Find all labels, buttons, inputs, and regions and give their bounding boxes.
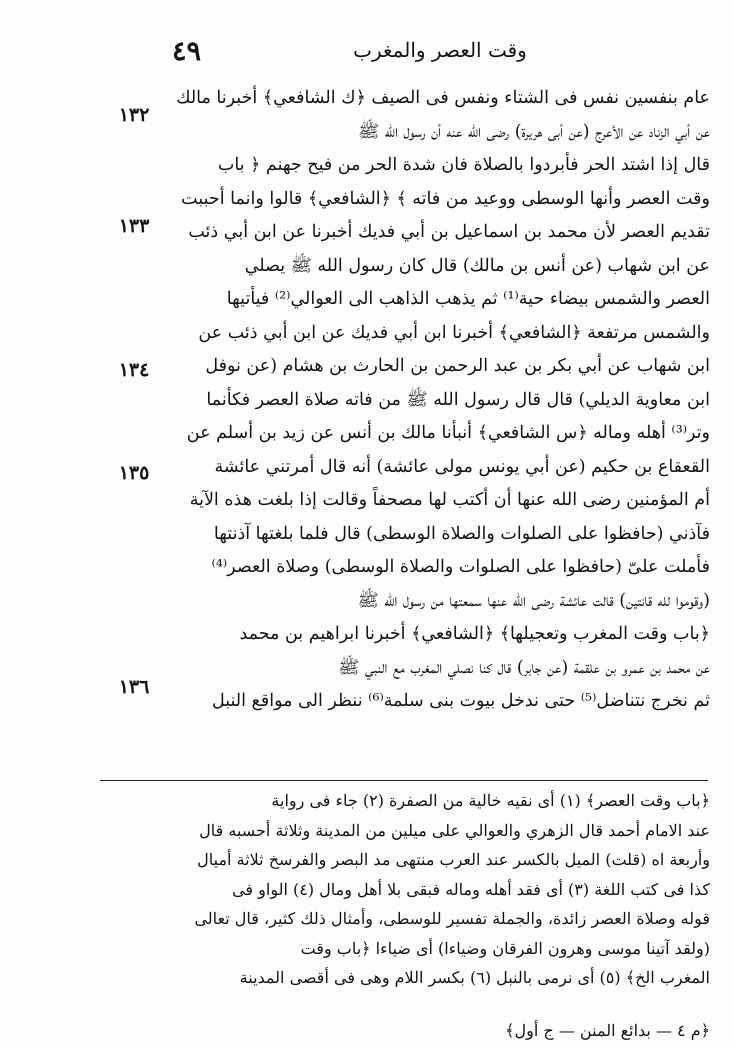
footnotes [128, 786, 710, 993]
text-line: عام بنفسين نفس فى الشتاء ونفس فى الصيف ﴿ك الشافعي﴾ أخبرنا مالك [176, 88, 710, 108]
footnote-divider [100, 780, 708, 781]
text-line: ﴿باب وقت المغرب وتعجيلها﴾ ﴿الشافعي﴾ أخبرنا ابراهيم بن محمد [239, 624, 710, 644]
text-line: عن أبي الزناد عن الأعرج (عن أبى هريرة) رضى الله عنه أن رسول الله ﷺ [358, 121, 710, 142]
text-line: أم المؤمنين رضى الله عنها أن أكتب لها مصحفاً وقالت إذا بلغت هذه الآية [189, 490, 710, 510]
footnote-line: كذا فى كتب اللغة (٣) أى فقد أهله وماله فبقى بلا أهل ومال (٤) الواو فى [232, 879, 710, 899]
printer-signature: ﴿م ٤ — بدائع المنن — ج أول﴾ [505, 1021, 710, 1040]
footnote-line: وأربعة اه (قلت) الميل بالكسر عند العرب منتهى مد البصر والفرسخ ثلاثة أميال [197, 850, 710, 869]
text-line: فآذني (حافظوا على الصلوات والصلاة الوسطى) قال فلما بلغتها آذنتها [213, 523, 710, 544]
hadith-number: ١٣٥ [118, 462, 150, 484]
footnote-line: (ولقد آتينا موسى وهرون الفرقان وضياءا) أى ضياءا ﴿باب وقت [300, 938, 710, 958]
text-line: وتر⁽³⁾ أهله وماله ﴿س الشافعي﴾ أنبأنا مالك بن أنس عن زيد بن أسلم عن [186, 423, 710, 443]
hadith-number: ١٣٢ [118, 104, 150, 126]
footnote-line: قوله وصلاة العصر زائدة، والجملة تفسير للوسطى، وأمثال ذلك كثير، قال تعالى [194, 909, 710, 928]
text-line: العصر والشمس بيضاء حية⁽¹⁾ ثم يذهب الذاهب الى العوالي⁽²⁾ فيأتيها [226, 289, 710, 309]
text-line: عن ابن شهاب (عن أنس بن مالك) قال كان رسول الله ﷺ يصلي [244, 255, 710, 276]
text-line: ابن معاوية الديلي) قال قال رسول الله ﷺ من فاته صلاة العصر فكأنما [206, 389, 710, 410]
footnote-line: ﴿باب وقت العصر﴾ (١) أى نقيه خالية من الصفرة (٢) جاء فى رواية [271, 791, 710, 810]
text-line: عن محمد بن عمرو بن علقمة (عن جابر) قال كنا نصلي المغرب مع النبي ﷺ [338, 657, 710, 678]
text-line: والشمس مرتفعة ﴿الشافعي﴾ أخبرنا ابن أبي فديك عن ابن أبي ذئب عن [198, 322, 710, 343]
text-line: القعقاع بن حكيم (عن أبي يونس مولى عائشة) أنه قال أمرتني عائشة [214, 456, 710, 477]
text-line: (وقوموا لله قانتين) قالت عائشة رضى الله عنها سمعتها من رسول الله ﷺ [357, 590, 710, 611]
footnote-line: عند الامام أحمد قال الزهري والعوالي على ميلين من المدينة وثلاثة أحسبه قال [199, 820, 710, 840]
text-line: فأملت علىّ (حافظوا على الصلوات والصلاة الوسطى) وصلاة العصر⁽⁴⁾ [211, 557, 710, 577]
text-line: ثم نخرج نتناضل⁽⁵⁾ حتى ندخل بيوت بنى سلمة⁽⁶⁾ ننظر الى مواقع النبل [211, 691, 710, 711]
running-head: وقت العصر والمغرب [353, 38, 527, 62]
hadith-number: ١٣٦ [118, 676, 150, 698]
text-line: ابن شهاب عن أبي بكر بن عبد الرحمن بن الحارث بن هشام (عن نوفل [205, 356, 710, 376]
text-line: تقديم العصر لأن محمد بن اسماعيل بن أبي فديك أخبرنا عن ابن أبي ذئب [188, 222, 710, 242]
hadith-number: ١٣٤ [118, 359, 150, 381]
main-text [128, 82, 710, 719]
page-number: ٤٩ [172, 36, 202, 67]
footnote-line: المغرب الخ﴾ (٥) أى نرمى بالنبل (٦) بكسر اللام وهى فى أقصى المدينة [239, 968, 710, 987]
text-line: وقت العصر وأنها الوسطى ووعيد من فاته ﴾ ﴿الشافعي﴾ قالوا وانما أحببت [181, 188, 710, 209]
text-line: قال إذا اشتد الحر فأبردوا بالصلاة فان شدة الحر من فيح جهنم ﴿ باب [217, 155, 710, 175]
hadith-number: ١٣٣ [118, 215, 150, 237]
